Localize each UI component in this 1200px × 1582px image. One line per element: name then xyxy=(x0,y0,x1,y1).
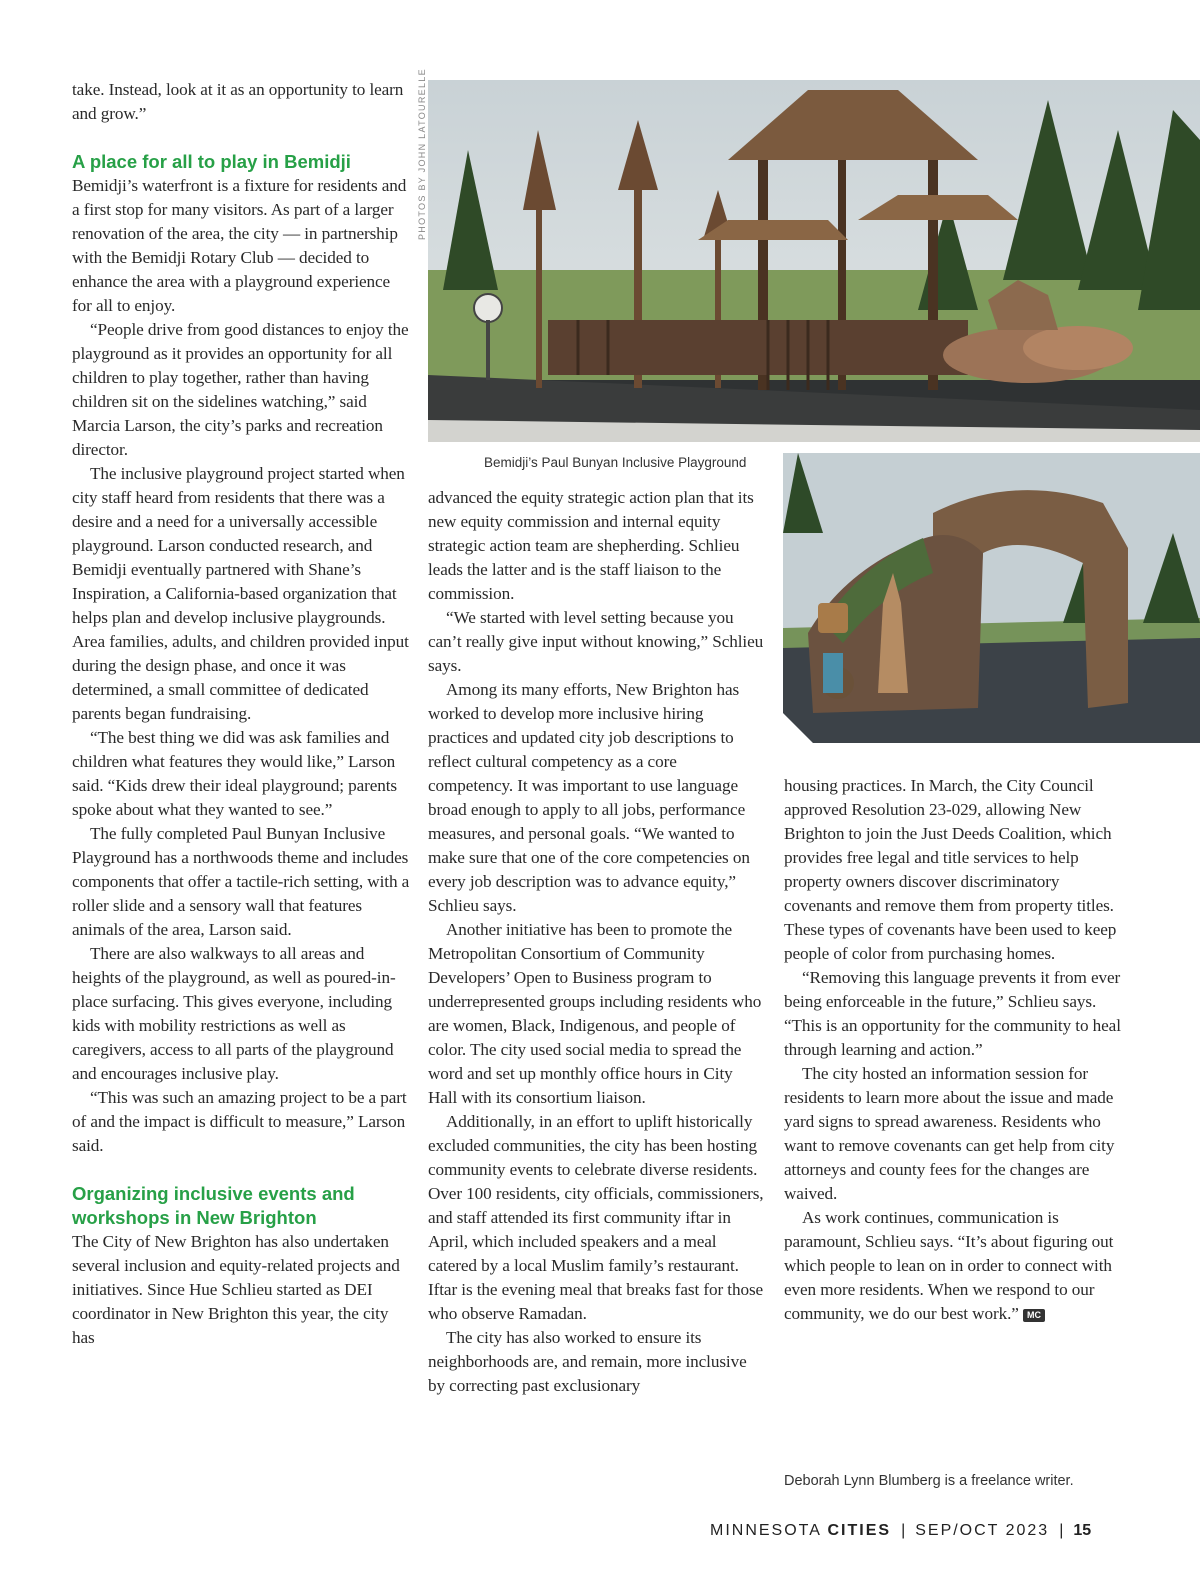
closing-text: As work continues, communication is paramount, Schlieu says. “It’s about figuring out which people to lean on in order to connect with even more residents. When we respond to our community, we do our best work.” xyxy=(784,1208,1114,1323)
body-paragraph: “This was such an amazing project to be a part of and the impact is difficult to measure,” Larson said. xyxy=(72,1088,407,1155)
photo-caption: Bemidji’s Paul Bunyan Inclusive Playground xyxy=(484,455,747,470)
photo-credit: PHOTOS BY JOHN LATOURELLE xyxy=(417,68,427,240)
body-paragraph: Additionally, in an effort to uplift historically excluded communities, the city has been hosting community events to celebrate diverse residents. Over 100 residents, city officials, commissioners, and staff attended its first community iftar in April, which included speakers and a meal catered by a local Muslim family’s restaurant. Iftar is the evening meal that breaks fast for those who observe Ramadan. xyxy=(428,1112,764,1323)
body-paragraph: The City of New Brighton has also undertaken several inclusion and equity-related projects and initiatives. Since Hue Schlieu started as DEI coordinator in New Brighton this year, the city has xyxy=(72,1232,400,1347)
column-1 xyxy=(72,78,412,1350)
intro-paragraph: take. Instead, look at it as an opportunity to learn and grow.” xyxy=(72,80,404,123)
column-2 xyxy=(428,486,764,1398)
playground-photo xyxy=(428,80,1200,442)
author-byline: Deborah Lynn Blumberg is a freelance writer. xyxy=(784,1473,1074,1489)
end-mark-icon: MC xyxy=(1023,1309,1045,1322)
body-paragraph: There are also walkways to all areas and heights of the playground, as well as poured-in-place surfacing. This gives everyone, including kids with mobility restrictions as well as caregivers, access to all parts of the playground and encourages inclusive play. xyxy=(72,944,396,1083)
new-brighton-heading: Organizing inclusive events and workshops in New Brighton xyxy=(72,1183,355,1228)
body-paragraph: “We started with level setting because you can’t really give input without knowing,” Schlieu says. xyxy=(428,608,764,675)
page-footer xyxy=(710,1522,1091,1540)
magazine-name-bold: CITIES xyxy=(827,1522,892,1539)
column-3 xyxy=(784,774,1124,1326)
body-paragraph: “People drive from good distances to enjoy the playground as it provides an opportunity for all children to play together, rather than having children sit on the sidelines watching,” said Marcia Larson, the city’s parks and recreation director. xyxy=(72,320,409,459)
page-number: 15 xyxy=(1073,1522,1092,1539)
body-paragraph: housing practices. In March, the City Council approved Resolution 23-029, allowing New Brighton to join the Just Deeds Coalition, which provides free legal and title services to help property owners discover discriminatory covenants and remove them from property titles. These types of covenants have been used to keep people of color from purchasing homes. xyxy=(784,776,1117,963)
body-paragraph: Bemidji’s waterfront is a fixture for residents and a first stop for many visitors. As part of a larger renovation of the area, the city — in partnership with the Bemidji Rotary Club — decided to enhance the area with a playground experience for all to enjoy. xyxy=(72,176,407,315)
bemidji-heading: A place for all to play in Bemidji xyxy=(72,151,351,172)
body-paragraph: “Removing this language prevents it from ever being enforceable in the future,” Schlieu says. “This is an opportunity for the community to heal through learning and action.” xyxy=(784,968,1121,1059)
closing-paragraph xyxy=(784,1206,1124,1326)
footer-divider: | xyxy=(1059,1522,1064,1539)
body-paragraph: The fully completed Paul Bunyan Inclusive Playground has a northwoods theme and includes components that offer a tactile-rich setting, with a roller slide and a sensory wall that features animals of the area, Larson said. xyxy=(72,824,410,939)
issue-date: SEP/OCT 2023 xyxy=(915,1522,1050,1539)
body-paragraph: The city hosted an information session for residents to learn more about the issue and made yard signs to spread awareness. Residents who want to remove covenants can get help from city attorneys and county fees for the changes are waived. xyxy=(784,1064,1115,1203)
body-paragraph: Among its many efforts, New Brighton has worked to develop more inclusive hiring practices and updated city job descriptions to reflect cultural competency as a core competency. It was important to use language broad enough to apply to all jobs, performance measures, and personal goals. “We wanted to make sure that one of the core competencies on every job description was to advance equity,” Schlieu says. xyxy=(428,680,750,915)
body-paragraph: The city has also worked to ensure its neighborhoods are, and remain, more inclusive by correcting past exclusionary xyxy=(428,1328,747,1395)
footer-divider: | xyxy=(901,1522,906,1539)
magazine-name-prefix: MINNESOTA xyxy=(710,1522,822,1539)
body-paragraph: The inclusive playground project started when city staff heard from residents that there was a desire and a need for a universally accessible playground. Larson conducted research, and Bemidji eventually partnered with Shane’s Inspiration, a California-based organization that helps plan and develop inclusive playgrounds. Area families, adults, and children provided input during the design phase, and once it was determined, a small committee of dedicated parents began fundraising. xyxy=(72,464,409,723)
body-paragraph: advanced the equity strategic action plan that its new equity commission and internal equity strategic action team are shepherding. Schlieu leads the latter and is the staff liaison to the commission. xyxy=(428,488,754,603)
sensory-wall-photo xyxy=(783,453,1200,743)
body-paragraph: Another initiative has been to promote the Metropolitan Consortium of Community Developers’ Open to Business program to underrepresented groups including residents who are women, Black, Indigenous, and people of color. The city used social media to spread the word and set up monthly office hours in City Hall with its consortium liaison. xyxy=(428,920,762,1107)
body-paragraph: “The best thing we did was ask families and children what features they would like,” Larson said. “Kids drew their ideal playground; parents spoke about what they wanted to see.” xyxy=(72,728,398,819)
